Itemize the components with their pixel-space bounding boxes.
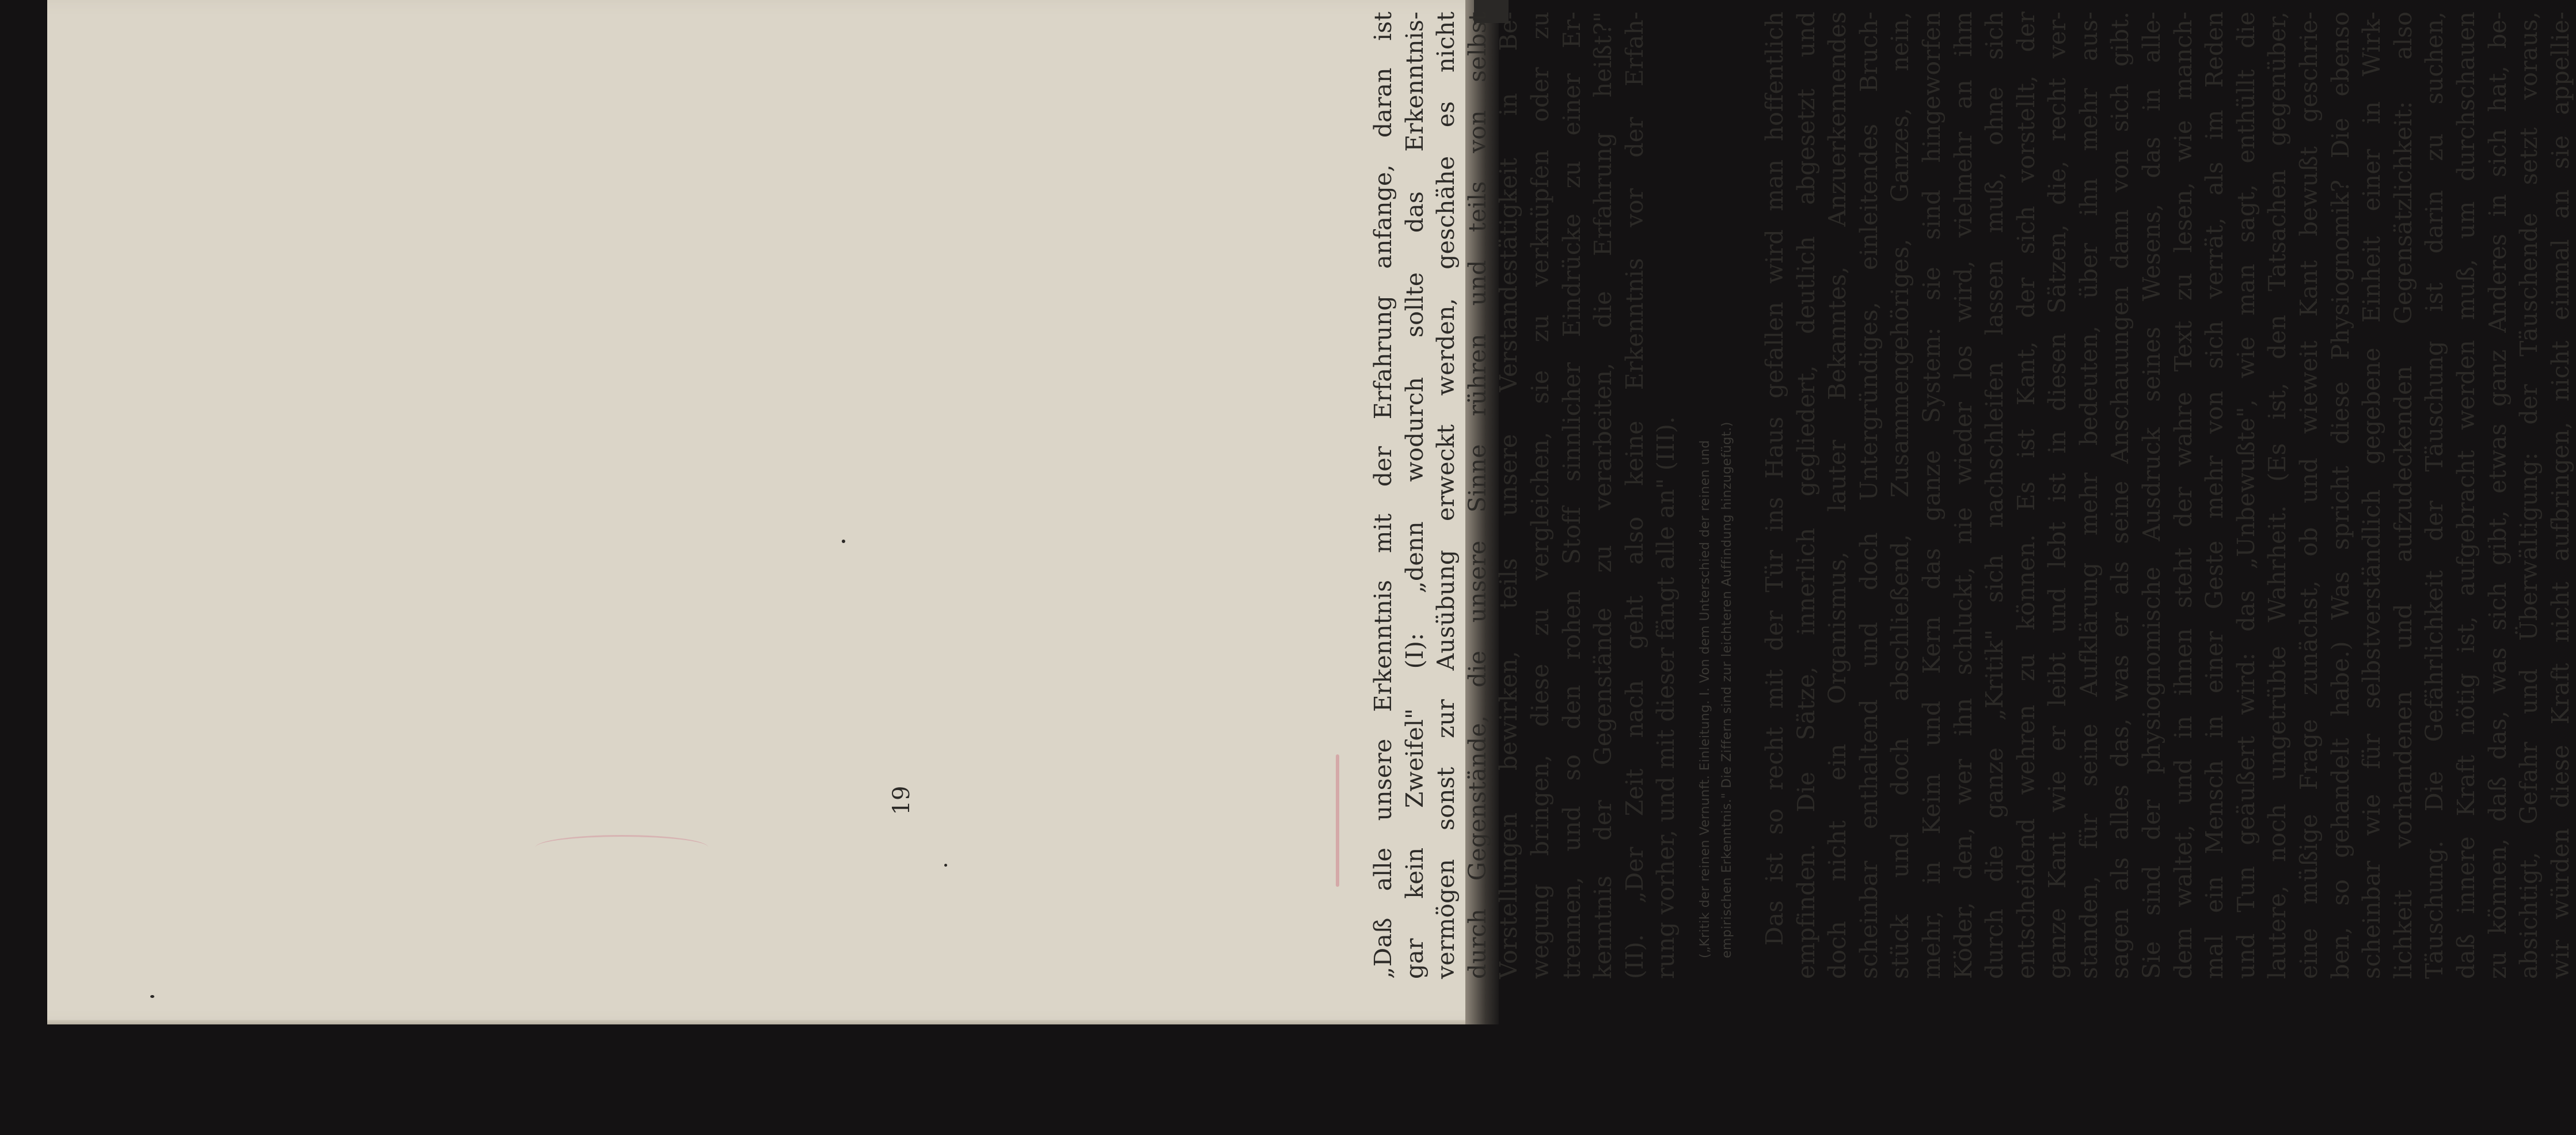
body-line: standen, für seine Aufklärung mehr bedeuten, über ihn mehr aus-: [2075, 12, 2103, 979]
body-line: Täuschung. Die Gefährlichkeit der Täuschung ist darin zu suchen,: [2421, 12, 2449, 979]
body-line: eine müßige Frage zunächst, ob und wieweit Kant bewußt geschrie-: [2295, 12, 2323, 979]
body-line: wir würden diese Kraft nicht aufbringen, nicht einmal an sie appellie-: [2546, 12, 2574, 979]
body-line: scheinbar enthaltend und doch Untergründiges, einleitendes Bruch-: [1855, 12, 1883, 979]
citation-line: („Kritik der reinen Vernunft. Einleitung. I. Von dem Unterschied der reinen und: [1697, 440, 1712, 958]
body-line: zu können, daß das, was sich gibt, etwas ganz Anderes in sich hat, be-: [2483, 12, 2512, 979]
body-line: absichtigt, Gefahr und Überwältigung: der Täuschende setzt voraus,: [2515, 12, 2543, 979]
body-line: lichkeit vorhandenen und aufzudeckenden Gegensätzlichkeit: also: [2389, 12, 2417, 979]
page-text-block: [1367, 12, 2574, 979]
quote-line: „Daß alle unsere Erkenntnis mit der Erfahrung anfange, daran ist: [1369, 12, 1397, 979]
body-line: und Tun geäußert wird: das „Unbewußte", wie man sagt, enthüllt die: [2232, 12, 2260, 979]
body-line: Sie sind der physiognomische Ausdruck seines Wesens, das in alle-: [2138, 12, 2166, 979]
body-line: daß innere Kraft nötig ist, aufgebracht werden muß, um durchschauen: [2452, 12, 2480, 979]
quote-line: trennen, und so den rohen Stoff sinnlicher Eindrücke zu einer Er-: [1557, 12, 1586, 979]
body-line: empfinden. Die Sätze, innerlich gegliedert, deutlich abgesetzt und: [1792, 12, 1820, 979]
citation-line: empirischen Erkenntnis." Die Ziffern sind zur leichteren Auffindung hinzugefügt.): [1719, 422, 1734, 958]
body-line: Das ist so recht mit der Tür ins Haus gefallen wird man hoffentlich: [1760, 12, 1788, 946]
body-line: dem waltet, und in ihnen steht der wahre Text zu lesen, wie manch-: [2169, 12, 2197, 979]
pencil-curve-mark: [535, 835, 708, 860]
body-paragraph: [1759, 12, 2576, 979]
body-line: ben, so gehandelt habe.) Was spricht diese Physiognomik? Die ebenso: [2326, 12, 2354, 979]
quote-line: wegung bringen, diese zu vergleichen, sie zu verknüpfen oder zu: [1526, 12, 1554, 979]
quote-line: kenntnis der Gegenstände zu verarbeiten, die Erfahrung heißt?": [1589, 12, 1617, 979]
dust-speck: [150, 995, 154, 998]
body-line: lautere, noch ungetrübte Wahrheit. (Es ist, den Tatsachen gegenüber,: [2263, 12, 2292, 979]
quote-line: Vorstellungen bewirken, teils unsere Verstandestätigkeit in Be-: [1495, 12, 1523, 979]
kant-quote: [1367, 12, 1682, 979]
body-line: doch nicht ein Organismus, lauter Bekanntes, Anzuerkennendes: [1823, 12, 1852, 979]
body-line: entscheidend wehren zu können. Es ist Kant, der sich vorstellt, der: [2012, 12, 2040, 979]
body-line: mehr, in Keim und Kern das ganze System: sie sind hingeworfen: [1917, 12, 1946, 979]
quote-line: (II). „Der Zeit nach geht also keine Erkenntnis vor der Erfah-: [1620, 12, 1648, 979]
page-edge-bottom: [47, 1020, 1498, 1024]
dust-speck: [842, 540, 845, 543]
quote-line: vermögen sonst zur Ausübung erweckt werden, geschähe es nicht: [1432, 12, 1460, 979]
pencil-underline-mark: [1336, 754, 1339, 887]
body-line: stück und doch abschließend, Zusammengehöriges, Ganzes, nein,: [1886, 12, 1914, 979]
body-line: mal ein Mensch in einer Geste mehr von sich verrät, als im Reden: [2201, 12, 2229, 979]
quote-line: rung vorher, und mit dieser fängt alle an" (III).: [1652, 416, 1680, 979]
quote-line: gar kein Zweifel" (I): „denn wodurch sollte das Erkenntnis-: [1400, 12, 1428, 979]
body-line: scheinbar wie für selbstverständlich gegebene Einheit einer in Wirk-: [2358, 12, 2386, 979]
quote-line: durch Gegenstände, die unsere Sinne rühren und teils von selbst: [1463, 12, 1491, 979]
body-line: durch die ganze „Kritik" sich nachschleifen lassen muß, ohne sich: [1981, 12, 2009, 979]
dust-speck: [944, 864, 947, 867]
citation-note: [1694, 12, 1738, 979]
page-number: 19: [888, 785, 915, 815]
book-page: [47, 0, 1498, 1024]
body-line: sagen als alles das, was er als seine Anschauungen dann von sich gibt.: [2106, 12, 2134, 979]
body-line: ganze Kant wie er leibt und lebt ist in diesen Sätzen, die, recht ver-: [2043, 12, 2072, 979]
body-line: Köder, den, wer ihn schluckt, nie wieder los wird, vielmehr an ihm: [1949, 12, 1977, 979]
